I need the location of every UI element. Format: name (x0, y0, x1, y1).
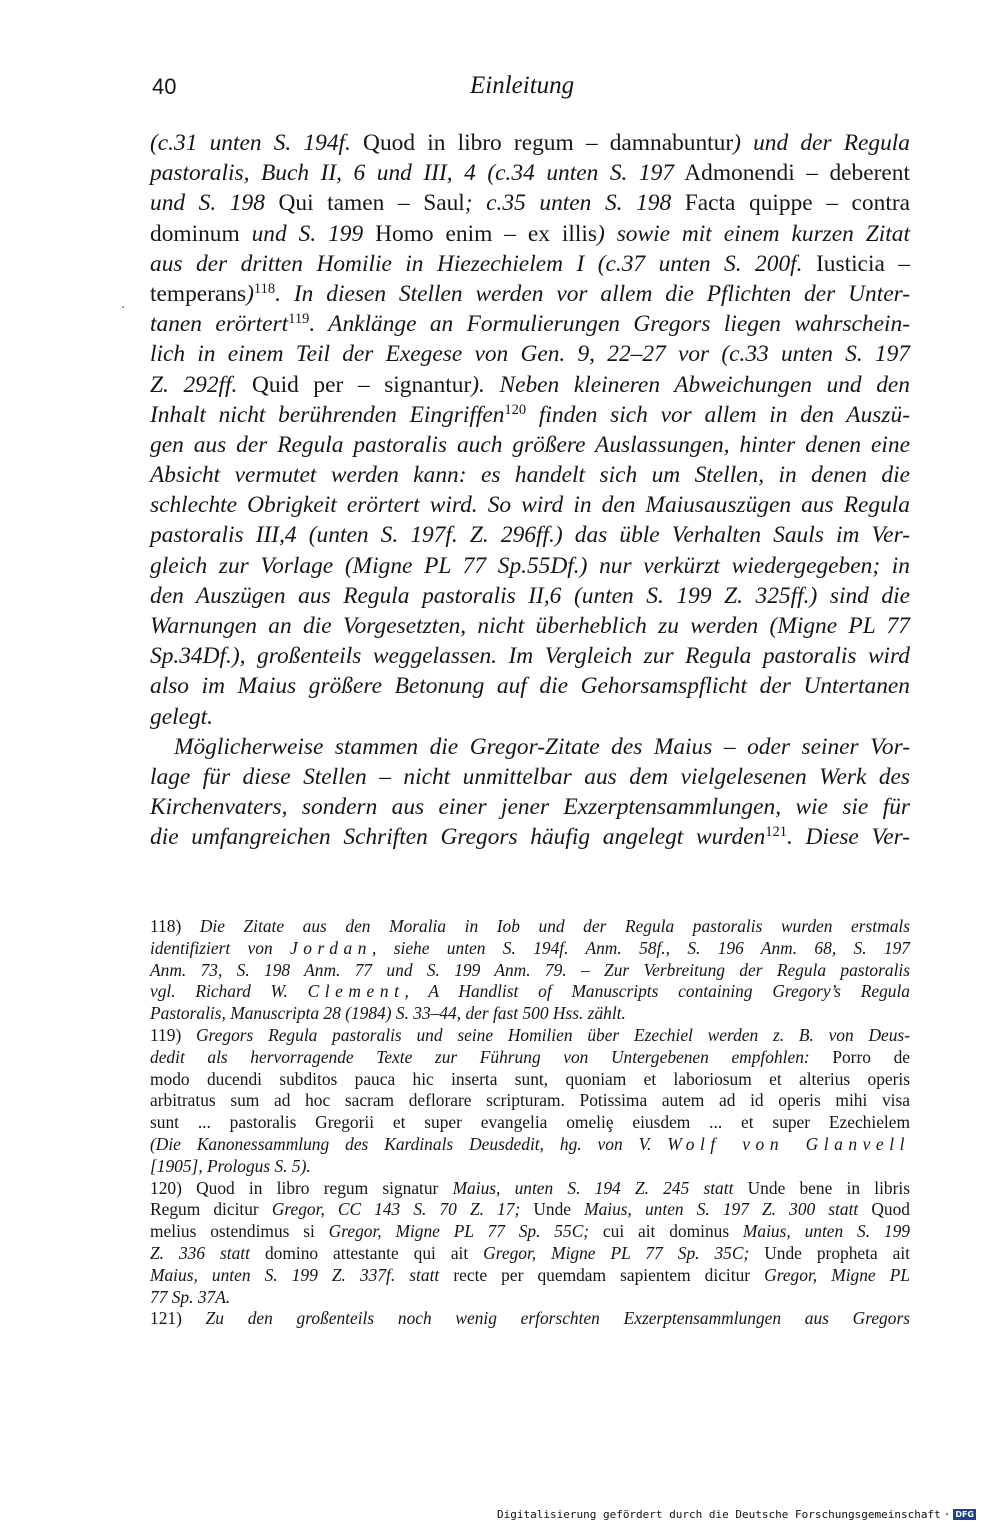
footnote-line: Pastoralis, Manuscripta 28 (1984) S. 33–44, der fast 500 Hss. zählt. (150, 1003, 626, 1024)
text-line: pastoralis III,4 (unten S. 197f. Z. 296ff.) das üble Verhalten Sauls im Ver- (150, 522, 910, 549)
text-line: und S. 198 Qui tamen – Saul; c.35 unten S. 198 Facta quippe – contra (150, 190, 910, 217)
text-line: gleich zur Vorlage (Migne PL 77 Sp.55Df.) nur verkürzt wiedergegeben; in (150, 552, 910, 579)
footnote-line: Anm. 73, S. 198 Anm. 77 und S. 199 Anm. 79. – Zur Verbreitung der Regula pastoralis (150, 959, 910, 980)
text-line: also im Maius größere Betonung auf die Gehorsamspflicht der Untertanen (150, 673, 910, 700)
text-line: aus der dritten Homilie in Hiezechielem I (c.37 unten S. 200f. Iusticia – (150, 250, 910, 277)
footnote-line: 121) Zu den großenteils noch wenig erforschten Exzerptensammlungen aus Gregors (150, 1308, 910, 1329)
footnote-ref: 119 (288, 311, 310, 328)
footnote-ref: 118 (253, 280, 276, 297)
text-line: pastoralis, Buch II, 6 und III, 4 (c.34 unten S. 197 Admonendi – deberent (150, 160, 910, 187)
footnote-line: (Die Kanonessammlung des Kardinals Deusdedit, hg. von V. Wolf von Glanvell (150, 1133, 911, 1154)
footnote-line: arbitratus sum ad hoc sacram deflorare scripturam. Potissima autem ad id operis mihi visa (150, 1090, 910, 1111)
main-text (150, 128, 910, 853)
text-line: (c.31 unten S. 194f. Quod in libro regum – damnabuntur) und der Regula (150, 130, 910, 156)
running-title: Einleitung (470, 72, 575, 99)
text-line: gen aus der Regula pastoralis auch größere Auslassungen, hinter denen eine (150, 431, 910, 458)
text-line: temperans)$^{118}$. In diesen Stellen werden vor allem die Pflichten der Unter- (150, 280, 910, 307)
text-line: lich in einem Teil der Exegese von Gen. 9, 22–27 vor (c.33 unten S. 197 (150, 341, 910, 368)
text-line: Möglicherweise stammen die Gregor-Zitate des Maius – oder seiner Vor- (174, 733, 910, 760)
page-number: 40 (152, 74, 177, 99)
footnote-line: [1905], Prologus S. 5). (150, 1155, 311, 1176)
footnote-line: modo ducendi subditos pauca hic inserta sunt, quoniam et laboriosum et alterius operis (150, 1068, 910, 1089)
text-line: Inhalt nicht berührenden Eingriffen$^{120}$ finden sich vor allem in den Auszü- (150, 401, 910, 428)
footnote-line: melius ostendimus si Gregor, Migne PL 77 Sp. 55C; cui ait dominus Maius, unten S. 199 (150, 1221, 910, 1242)
text-line: Kirchenvaters, sondern aus einer jener Exzerptensammlungen, wie sie für (150, 794, 910, 821)
footnote-line: 120) Quod in libro regum signatur Maius, unten S. 194 Z. 245 statt Unde bene in libris (150, 1177, 910, 1198)
footnote-ref: 120 (504, 401, 527, 418)
footnote-line: dedit als hervorragende Texte zur Führung von Untergebenen empfohlen: Porro de (150, 1046, 910, 1067)
footnote-line: Maius, unten S. 199 Z. 337f. statt recte per quemdam sapientem dicitur Gregor, Migne PL (150, 1264, 910, 1285)
footnotes (150, 916, 910, 1330)
text-line: tanen erörtert$^{119}$. Anklänge an Formulierungen Gregors liegen wahrschein- (150, 311, 910, 338)
footnote-line: identifiziert von Jordan, siehe unten S. 194f. Anm. 58f., S. 196 Anm. 68, S. 197 (150, 937, 910, 958)
text-line: die umfangreichen Schriften Gregors häufig angelegt wurden$^{121}$. Diese Ver- (150, 824, 910, 851)
scan-speck (122, 306, 124, 308)
footnote-line: vgl. Richard W. Clement, A Handlist of Manuscripts containing Gregory’s Regula (150, 981, 910, 1002)
dfg-logo-icon: DFG (955, 1510, 974, 1519)
text-line: lage für diese Stellen – nicht unmittelbar aus dem vielgelesenen Werk des (150, 763, 910, 790)
text-line: Warnungen an die Vorgesetzten, nicht überheblich zu werden (Migne PL 77 (150, 613, 910, 639)
footnote-line: Z. 336 statt domino attestante qui ait Gregor, Migne PL 77 Sp. 35C; Unde propheta ait (150, 1242, 911, 1263)
text-line: Sp.34Df.), großenteils weggelassen. Im Vergleich zur Regula pastoralis wird (150, 643, 910, 670)
text-line: gelegt. (150, 703, 213, 730)
footnote-line: Regum dicitur Gregor, CC 143 S. 70 Z. 17; Unde Maius, unten S. 197 Z. 300 statt Quod (150, 1199, 910, 1220)
footnote-line: 77 Sp. 37A. (150, 1286, 231, 1307)
footnote-line: 119) Gregors Regula pastoralis und seine Homilien über Ezechiel werden z. B. von Deus- (150, 1024, 910, 1045)
footnote-line: sunt ... pastoralis Gregorii et super evangelia omeliȩ eiusdem ... et super Ezechielem (150, 1112, 910, 1133)
text-line: dominum und S. 199 Homo enim – ex illis) sowie mit einem kurzen Zitat (150, 220, 910, 247)
text-line: Absicht vermutet werden kann: es handelt sich um Stellen, in denen die (150, 462, 910, 489)
digitization-footer: Digitalisierung gefördert durch die Deutsche Forschungsgemeinschaft · DFG (496, 1508, 974, 1521)
text-line: den Auszügen aus Regula pastoralis II,6 (unten S. 199 Z. 325ff.) sind die (150, 582, 910, 609)
digitization-note: Digitalisierung gefördert durch die Deutsche Forschungsgemeinschaft (496, 1508, 941, 1521)
text-line: Z. 292ff. Quid per – signantur). Neben kleineren Abweichungen und den (150, 371, 910, 398)
text-line: schlechte Obrigkeit erörtert wird. So wird in den Maiusauszügen aus Regula (150, 492, 910, 519)
footnote-line: 118) Die Zitate aus den Moralia in Iob und der Regula pastoralis wurden erstmals (150, 916, 910, 936)
footnote-ref: 121 (765, 824, 788, 841)
